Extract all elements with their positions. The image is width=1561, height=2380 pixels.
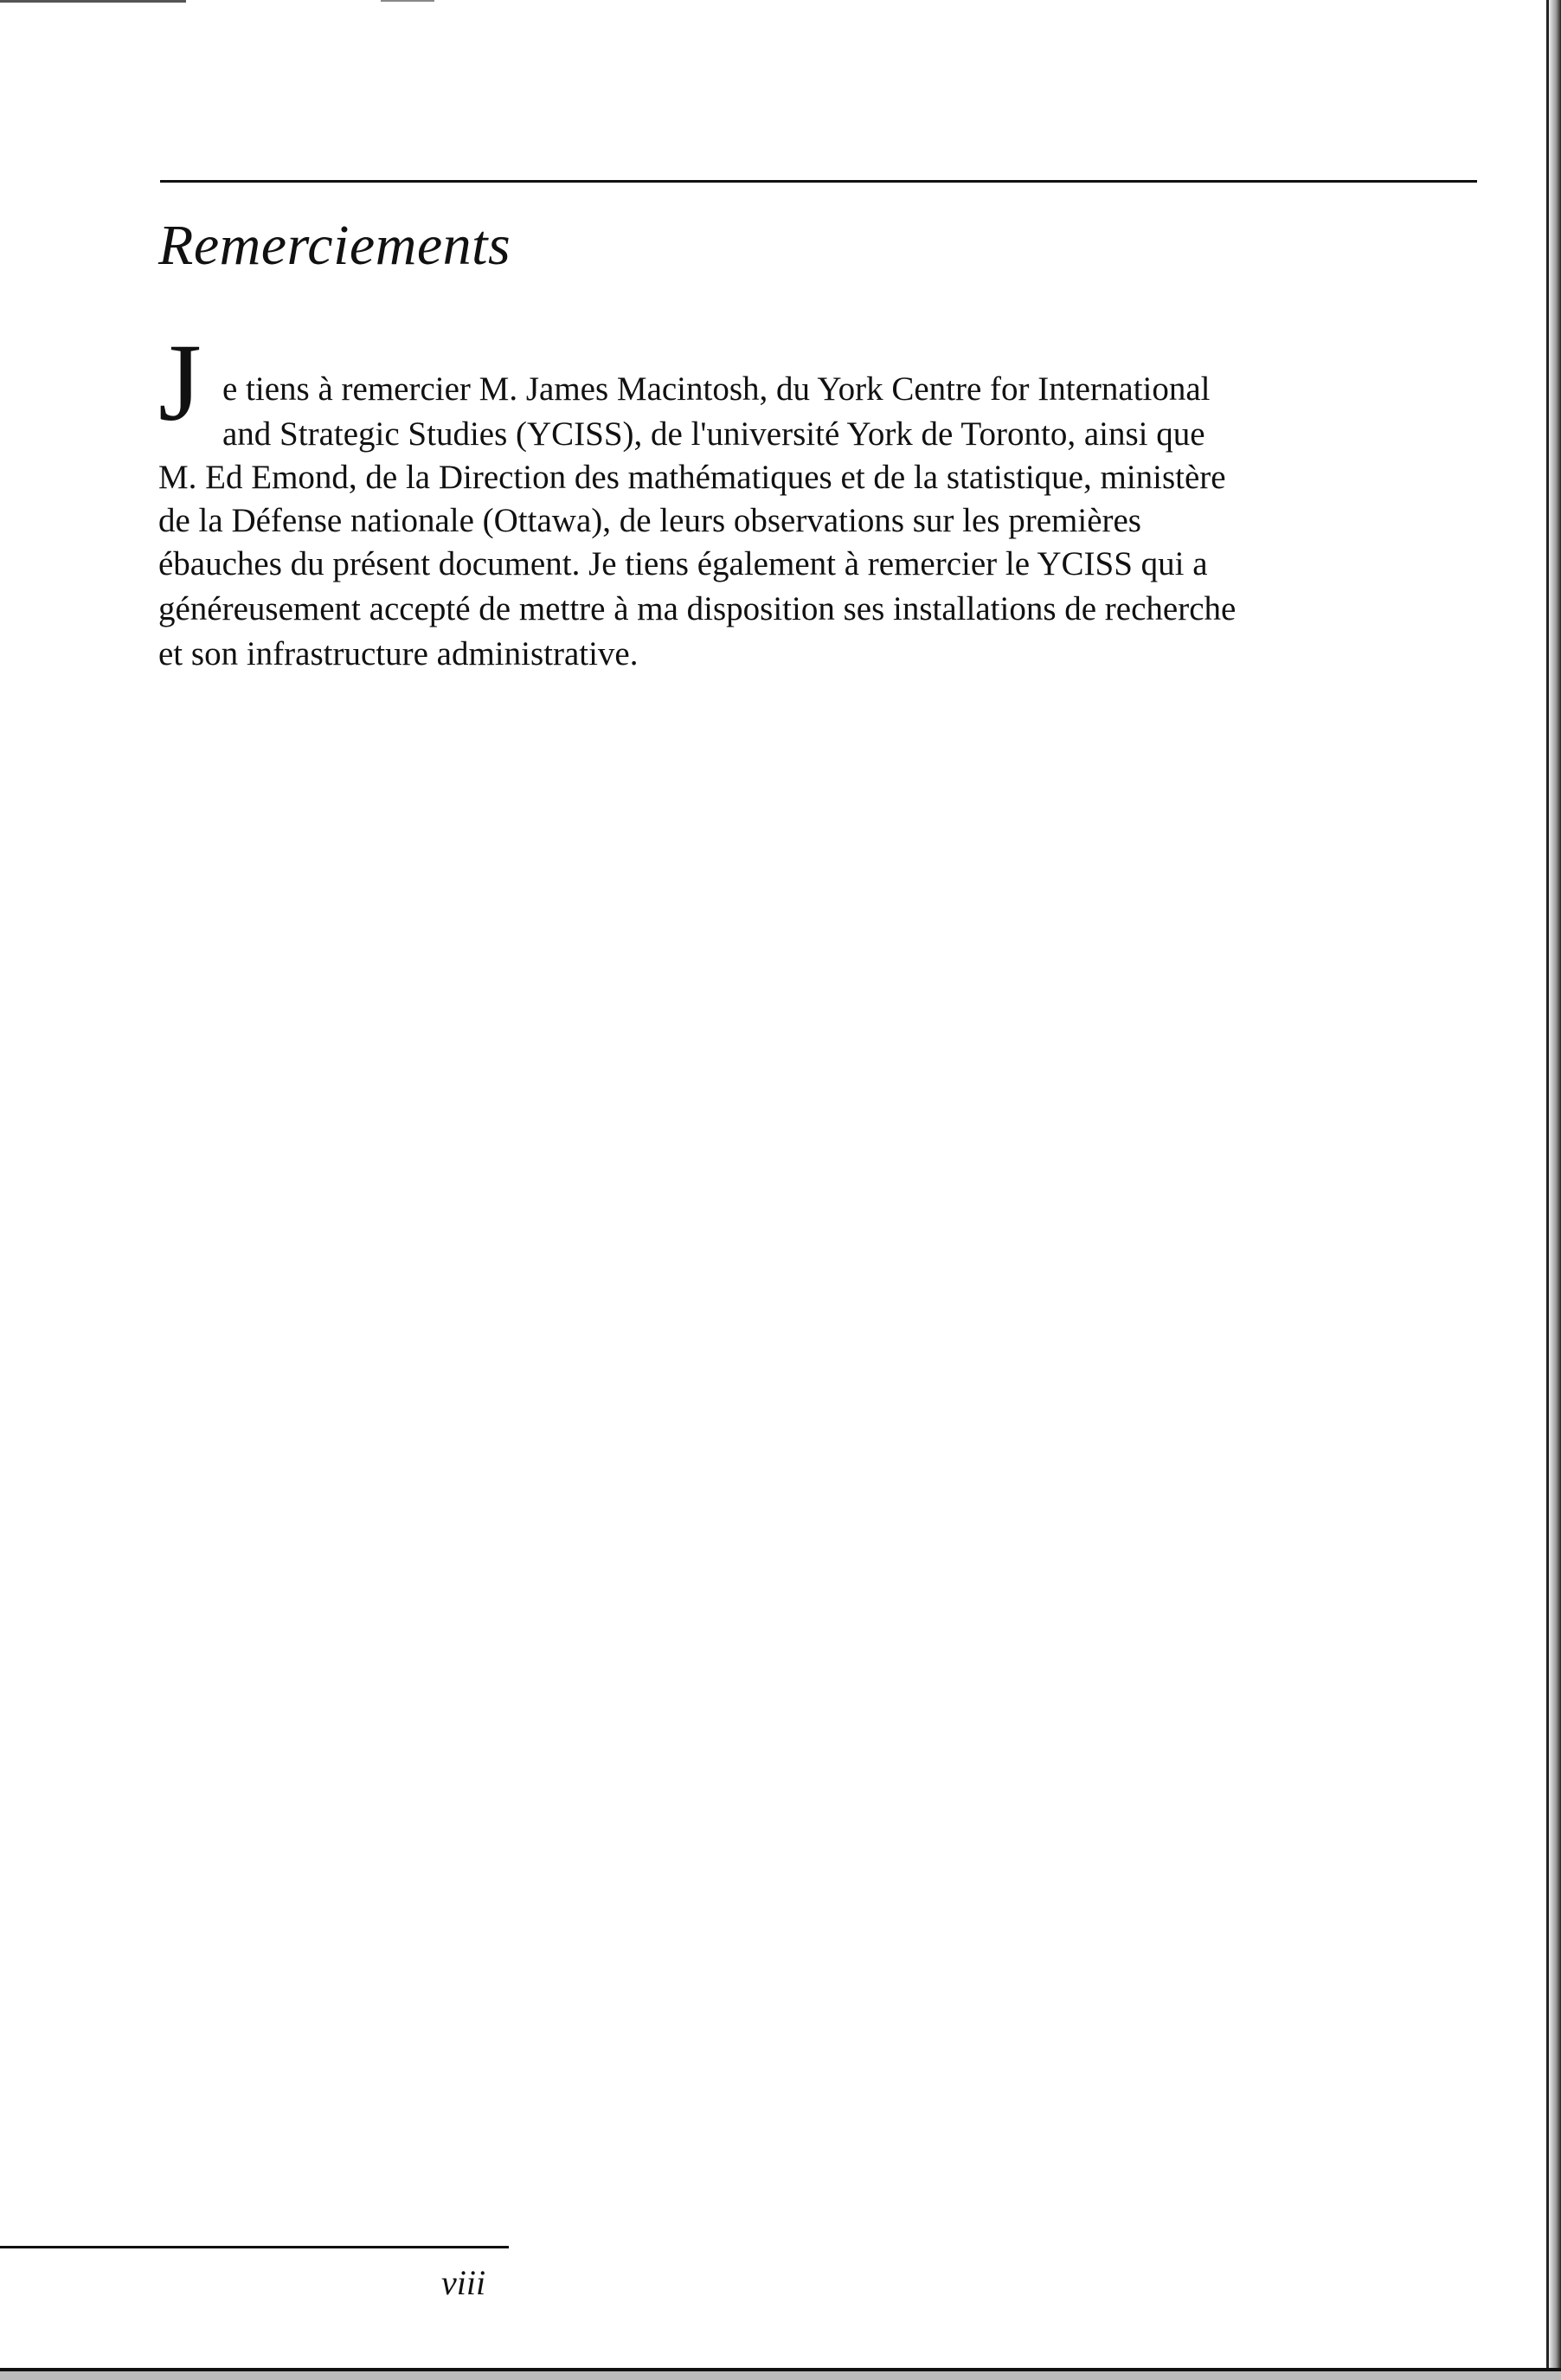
drop-cap: J [158,321,202,444]
paragraph-line: e tiens à remercier M. James Macintosh, du York Centre for International [222,370,1211,408]
paragraph-line: et son infrastructure administrative. [158,635,639,672]
paragraph-line: de la Défense nationale (Ottawa), de leurs observations sur les premières [158,502,1141,539]
footer-rule [0,2246,509,2248]
paragraph-line: and Strategic Studies (YCISS), de l'université York de Toronto, ainsi que [222,415,1205,453]
scan-edge-mark [381,0,434,2]
page-title: Remerciements [158,214,511,277]
header-rule [160,180,1477,183]
paragraph-line: M. Ed Emond, de la Direction des mathématiques et de la statistique, ministère [158,459,1226,496]
paragraph-line: généreusement accepté de mettre à ma disposition ses installations de recherche [158,590,1237,627]
scan-page-edge-right [1546,0,1561,2380]
paragraph-line: ébauches du présent document. Je tiens également à remercier le YCISS qui a [158,545,1208,582]
scan-edge-mark [0,0,186,3]
scan-page-edge-bottom [0,2368,1561,2380]
page-number: viii [441,2263,486,2302]
